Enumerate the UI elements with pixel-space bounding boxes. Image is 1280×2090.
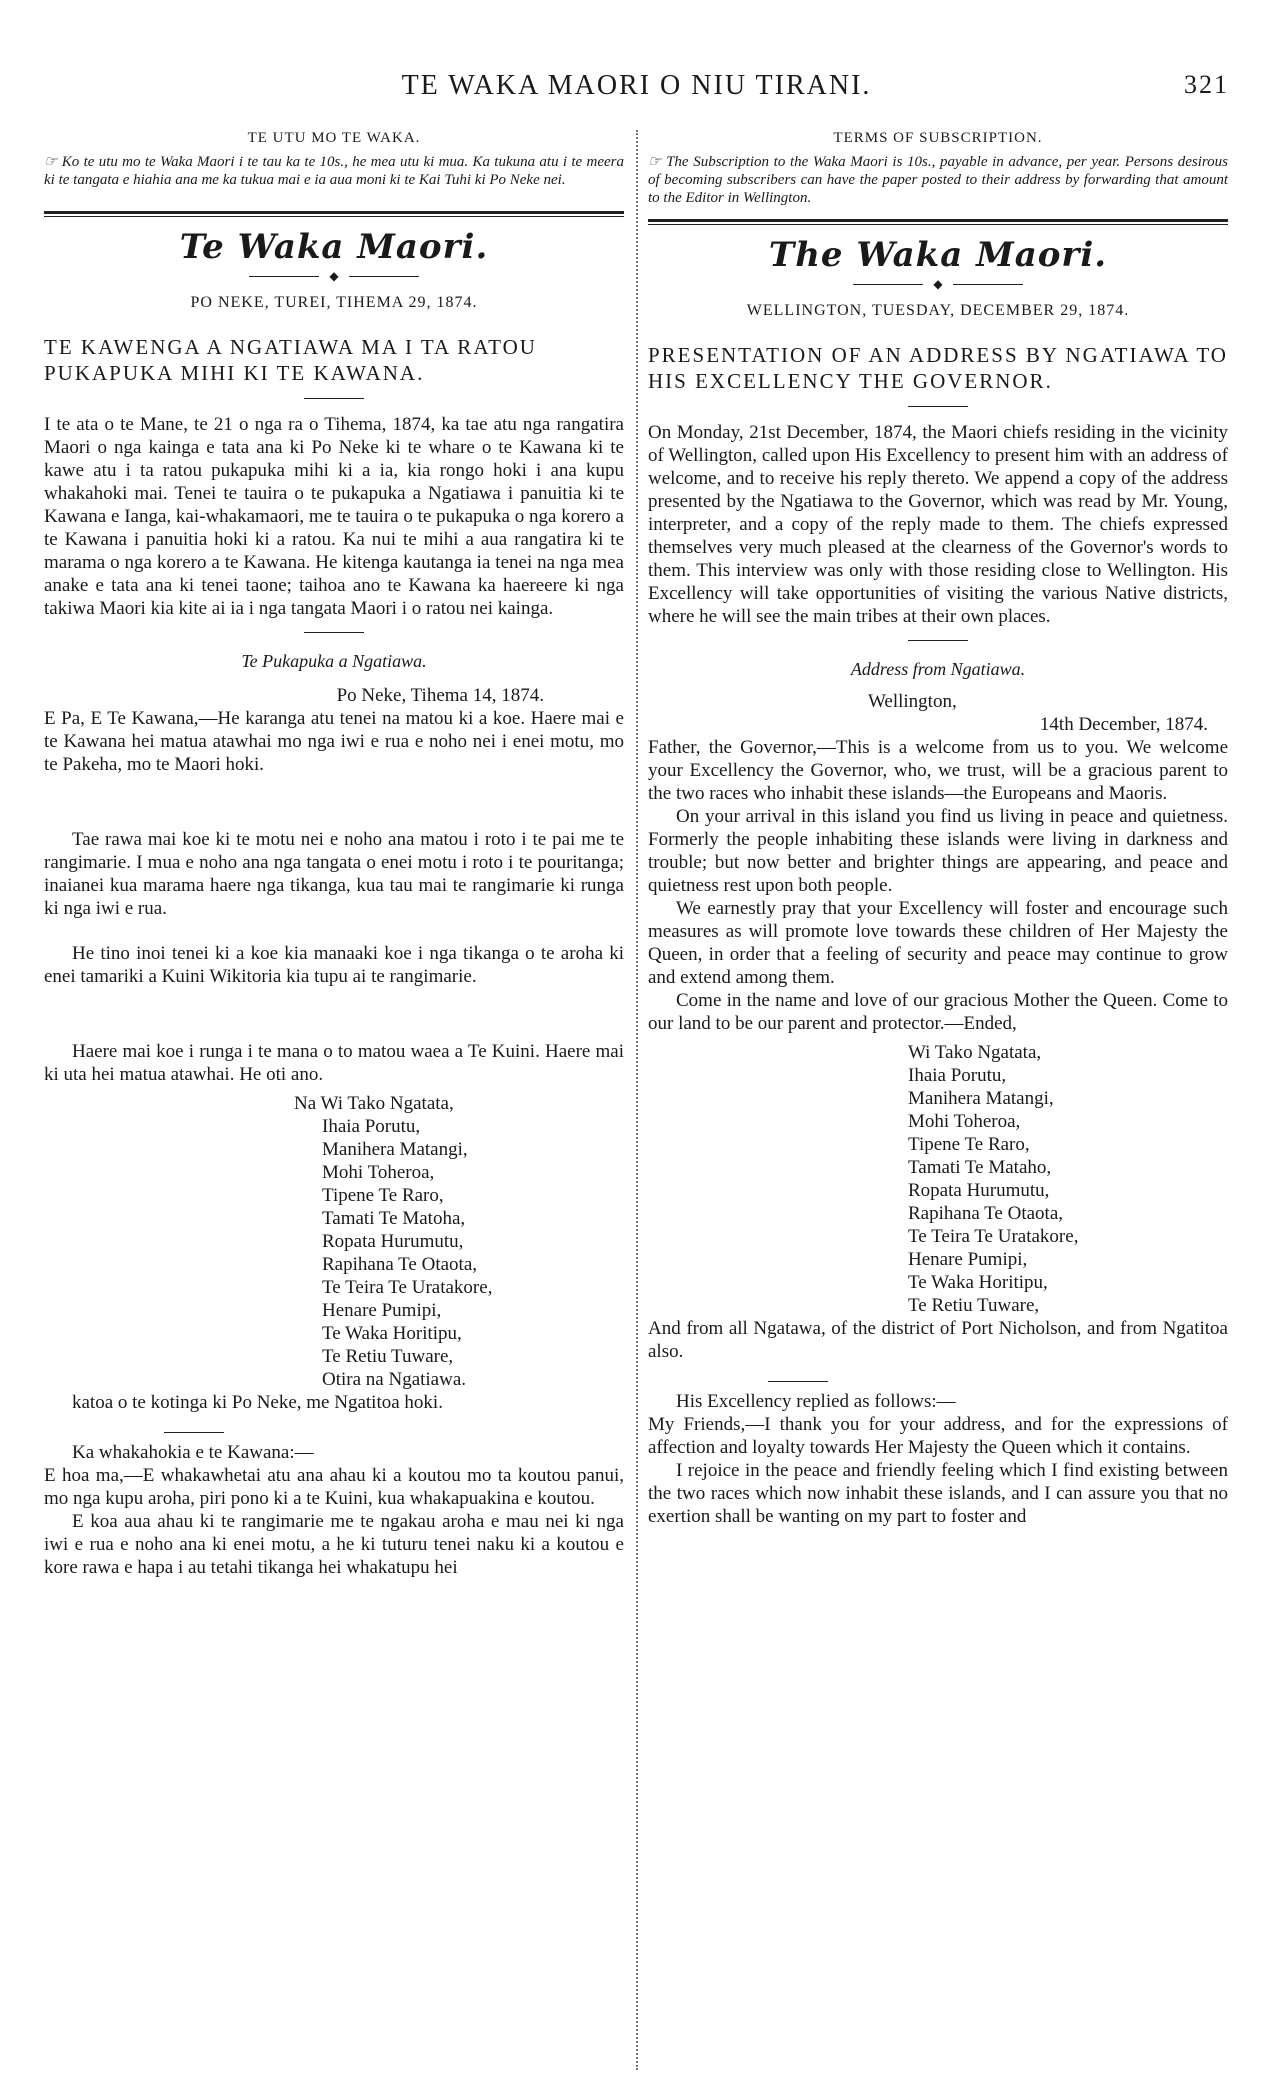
signatory: Tipene Te Raro, [322,1185,444,1206]
signatory: Otira na Ngatiawa. [322,1369,467,1390]
letter-date: 14th December, 1874. [1039,714,1208,735]
short-rule [768,1381,828,1382]
spacer [44,988,624,1018]
letter-paragraph: Haere mai koe i runga i te mana o to matou waea a Te Kuini. Haere mai ki uta hei matua atawhai. He oti ano. [44,1041,624,1085]
signatory: Na Wi Tako Ngatata, [294,1093,454,1114]
newspaper-title: TE WAKA MAORI O NIU TIRANI. [401,70,872,101]
running-header [44,70,1229,110]
signatory: Tamati Te Matoha, [322,1208,466,1229]
short-rule [164,1432,224,1433]
letter-paragraph: Tae rawa mai koe ki te motu nei e noho ana matou i roto i te pai me te rangimarie. I mua e noho ana nga tangata o enei motu i roto i te pouritanga; inaianei kua marama haere nga tikanga, kua tau mai te rangimarie ki runga ki nga iwi e rua. [44,829,624,919]
signatory: Manihera Matangi, [908,1088,1054,1109]
signatory: Rapihana Te Otaota, [322,1254,478,1275]
article-headline: PRESENTATION OF AN ADDRESS BY NGATIAWA TO HIS EXCELLENCY THE GOVERNOR. [648,343,1228,393]
letter-paragraph: We earnestly pray that your Excellency will foster and encourage such measures as will promote love towards these children of Her Majesty the Queen, in order that a feeling of security and peace may continue to grow and extend among them. [648,898,1228,988]
short-rule [908,406,968,407]
article-intro: I te ata o te Mane, te 21 o nga ra o Tihema, 1874, ka tae atu nga rangatira Maori o nga kainga e tata ana ki Po Neke ki te whare o te Kawana ki te kawe atu i ta ratou pukapuka mihi ki a ia, kia rongo hoki i ana kupu whakahoki mai. Tenei te tauira o te pukapuka a Ngatiawa i panuitia ki te Kawana e Ianga, kai-whakamaori, me te tauira o te pukapuka o nga korero a te Kawana i panuitia hoki ki a ratou. Ka nui te mihi a aua rangatira ki te marama o nga korero a te Kawana. He kitenga kautanga ia tenei na nga mea anake e tata ana ki tenei taone; taihoa ano te Kawana ka haereere ki nga takiwa Maori kia kite ai ia i nga tangata Maori i o ratou nei kainga. [44,414,624,619]
maori-column [44,130,624,1579]
spacer [44,776,624,806]
signatory: Mohi Toheroa, [322,1162,435,1183]
two-columns [44,130,1229,2090]
double-rule [44,211,624,217]
letter-place: Po Neke, Tihema 14, 1874. [336,685,544,706]
subscription-heading: TE UTU MO TE WAKA. [247,130,421,146]
letter-paragraph: Father, the Governor,—This is a welcome from us to you. We welcome your Excellency the Governor, who, we trust, will be a gracious parent to the two races who inhabit these islands—the Europeans and Maoris. [648,737,1228,804]
signatory-list [908,1041,1228,1317]
masthead: The Waka Maori. [768,235,1108,275]
newspaper-page [44,70,1229,2090]
letter-place: Wellington, [868,691,957,712]
article-headline: TE KAWENGA A NGATIAWA MA I TA RATOU PUKAPUKA MIHI KI TE KAWANA. [44,335,537,385]
signatory: Ropata Hurumutu, [322,1231,464,1252]
column-divider [636,130,639,2070]
masthead: Te Waka Maori. [179,227,489,267]
diamond-ornament: ◆ [648,277,1228,292]
letter-paragraph: On your arrival in this island you find us living in peace and quietness. Formerly the people inhabiting these islands were living in darkness and trouble; but now better and brighter things are appearing, and peace and quietness rest upon both people. [648,806,1228,896]
letter-paragraph: E Pa, E Te Kawana,—He karanga atu tenei na matou ki a koe. Haere mai e te Kawana hei matua atawhai mo nga iwi e rua e noho nei i enei motu, mo te Pakeha, mo te Maori hoki. [44,708,624,775]
article-intro: On Monday, 21st December, 1874, the Maori chiefs residing in the vicinity of Wellington, called upon His Excellency to present him with an address of welcome, and to receive his reply thereto. We append a copy of the address presented by the Ngatiawa to the Governor, which was read by Mr. Young, interpreter, and a copy of the reply made to them. The chiefs expressed themselves very much pleased at the clearness of the Governor's words to them. This interview was only with those residing close to Wellington. His Excellency will take opportunities of visiting the various Native districts, where he will see the main tribes at their own places. [648,422,1228,627]
reply-paragraph: My Friends,—I thank you for your address, and for the expressions of affection and loyalty towards Her Majesty the Queen which it contains. [648,1414,1228,1458]
reply-intro: Ka whakahokia e te Kawana:— [72,1442,314,1463]
letter-paragraph: He tino inoi tenei ki a koe kia manaaki koe i nga tikanga o te aroha ki enei tamariki a Kuini Wikitoria kia tupu ai te rangimarie. [44,943,624,987]
signatory-list [294,1092,624,1391]
dateline: WELLINGTON, TUESDAY, DECEMBER 29, 1874. [746,302,1130,319]
short-rule [304,398,364,399]
signatory: Te Teira Te Uratakore, [908,1226,1079,1247]
reply-paragraph: I rejoice in the peace and friendly feeling which I find existing between the two races which now inhabit these islands, and I can assure you that no exertion shall be wanting on my part to foster and [648,1460,1228,1527]
subscription-heading: TERMS OF SUBSCRIPTION. [833,130,1043,146]
diamond-ornament: ◆ [44,269,624,284]
letter-closing: katoa o te kotinga ki Po Neke, me Ngatitoa hoki. [72,1392,443,1413]
reply-paragraph: E hoa ma,—E whakawhetai atu ana ahau ki a koutou mo ta koutou panui, mo nga kupu aroha, piri pono ki a te Kuini, kua whakapuakina e koutou. [44,1465,624,1509]
page-number: 321 [1184,70,1229,99]
signatory: Te Teira Te Uratakore, [322,1277,493,1298]
letter-caption: Te Pukapuka a Ngatiawa. [241,651,427,671]
reply-paragraph: E koa aua ahau ki te rangimarie me te ngakau aroha e mau nei ki nga iwi e rua e noho ana ki enei motu, a he ki tuturu tenei naku ki a koutou e kore rawa e hapa i au tetahi tikanga hei whakatupu hei [44,1511,624,1578]
short-rule [908,640,968,641]
subscription-text: ☞ Ko te utu mo te Waka Maori i te tau ka te 10s., he mea utu ki mua. Ka tukuna atu i te meera ki te tangata e hiahia ana me ka tukua mai e ia aua moni ki te Kai Tuhi ki Po Neke nei. [44,154,624,188]
letter-closing: And from all Ngatawa, of the district of Port Nicholson, and from Ngatitoa also. [648,1318,1228,1362]
signatory: Rapihana Te Otaota, [908,1203,1064,1224]
reply-intro: His Excellency replied as follows:— [676,1391,956,1412]
signatory: Wi Tako Ngatata, [908,1042,1042,1063]
short-rule [304,632,364,633]
signatory: Te Retiu Tuware, [322,1346,454,1367]
letter-caption: Address from Ngatiawa. [850,659,1026,679]
dateline: PO NEKE, TUREI, TIHEMA 29, 1874. [190,294,478,311]
signatory: Ropata Hurumutu, [908,1180,1050,1201]
signatory: Ihaia Porutu, [322,1116,421,1137]
signatory: Henare Pumipi, [908,1249,1028,1270]
signatory: Tamati Te Mataho, [908,1157,1052,1178]
signatory: Tipene Te Raro, [908,1134,1030,1155]
signatory: Mohi Toheroa, [908,1111,1021,1132]
signatory: Henare Pumipi, [322,1300,442,1321]
signatory: Te Waka Horitipu, [908,1272,1048,1293]
signatory: Te Retiu Tuware, [908,1295,1040,1316]
signatory: Manihera Matangi, [322,1139,468,1160]
letter-paragraph: Come in the name and love of our gracious Mother the Queen. Come to our land to be our parent and protector.—Ended, [648,990,1228,1034]
subscription-text: ☞ The Subscription to the Waka Maori is 10s., payable in advance, per year. Persons desirous of becoming subscribers can have the paper posted to their address by forwarding that amount to the Editor in Wellington. [648,154,1228,206]
signatory: Te Waka Horitipu, [322,1323,462,1344]
english-column [648,130,1228,1528]
double-rule [648,219,1228,225]
signatory: Ihaia Porutu, [908,1065,1007,1086]
